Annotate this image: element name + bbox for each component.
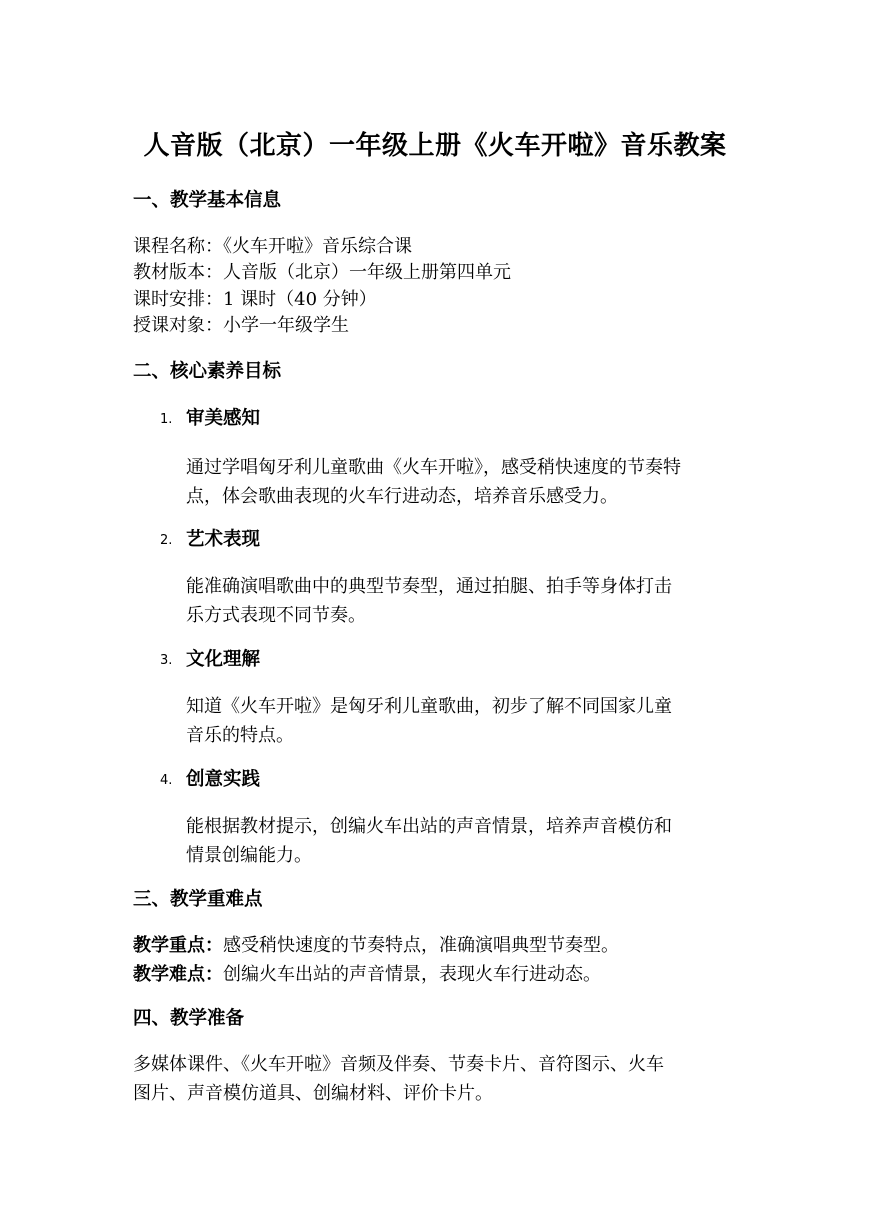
preparation-block xyxy=(133,1050,664,1108)
goal-heading-aesthetic: 审美感知 xyxy=(186,408,261,429)
key-point-label: 教学重点： xyxy=(133,935,223,956)
info-textbook-version: 教材版本：人音版（北京）一年级上册第四单元 xyxy=(133,262,511,283)
goal-heading-artistic: 艺术表现 xyxy=(186,529,261,550)
goal-number: 1. xyxy=(160,412,173,427)
goal-number: 3. xyxy=(160,653,173,668)
preparation-line: 多媒体课件、《火车开啦》音频及伴奏、节奏卡片、音符图示、火车 xyxy=(133,1054,664,1075)
difficult-point-line xyxy=(133,960,619,989)
info-schedule: 课时安排：1 课时（40 分钟） xyxy=(133,289,377,310)
section-heading-key-points: 三、教学重难点 xyxy=(133,889,263,910)
goal-body-creative xyxy=(186,812,746,870)
page-title: 人音版（北京）一年级上册《火车开啦》音乐教案 xyxy=(143,131,727,161)
key-points-block xyxy=(133,931,619,989)
goal-number: 2. xyxy=(160,533,173,548)
goal-body-line: 能准确演唱歌曲中的典型节奏型，通过拍腿、拍手等身体打击 xyxy=(186,576,672,597)
section-heading-basic-info: 一、教学基本信息 xyxy=(133,190,282,211)
goal-heading-creative: 创意实践 xyxy=(186,769,261,790)
key-point-line xyxy=(133,931,619,960)
preparation-line: 图片、声音模仿道具、创编材料、评价卡片。 xyxy=(133,1083,493,1104)
goal-body-line: 能根据教材提示，创编火车出站的声音情景，培养声音模仿和 xyxy=(186,816,672,837)
goal-heading-cultural: 文化理解 xyxy=(186,649,261,670)
goal-body-line: 通过学唱匈牙利儿童歌曲《火车开啦》，感受稍快速度的节奏特 xyxy=(186,457,681,478)
section-heading-core-goals: 二、核心素养目标 xyxy=(133,361,282,382)
info-course-name: 课程名称：《火车开啦》音乐综合课 xyxy=(133,236,412,257)
goal-body-cultural xyxy=(186,692,746,750)
goal-body-line: 情景创编能力。 xyxy=(186,845,312,866)
section-heading-preparation: 四、教学准备 xyxy=(133,1008,245,1029)
goal-body-line: 点，体会歌曲表现的火车行进动态，培养音乐感受力。 xyxy=(186,486,618,507)
goal-body-aesthetic xyxy=(186,453,746,511)
difficult-point-label: 教学难点： xyxy=(133,964,223,985)
difficult-point-text: 创编火车出站的声音情景，表现火车行进动态。 xyxy=(223,964,601,985)
goal-body-line: 知道《火车开啦》是匈牙利儿童歌曲，初步了解不同国家儿童 xyxy=(186,696,672,717)
goal-number: 4. xyxy=(160,773,173,788)
key-point-text: 感受稍快速度的节奏特点，准确演唱典型节奏型。 xyxy=(223,935,619,956)
goal-body-line: 乐方式表现不同节奏。 xyxy=(186,605,366,626)
goal-body-artistic xyxy=(186,572,746,630)
info-audience: 授课对象：小学一年级学生 xyxy=(133,315,349,336)
goal-body-line: 音乐的特点。 xyxy=(186,725,294,746)
